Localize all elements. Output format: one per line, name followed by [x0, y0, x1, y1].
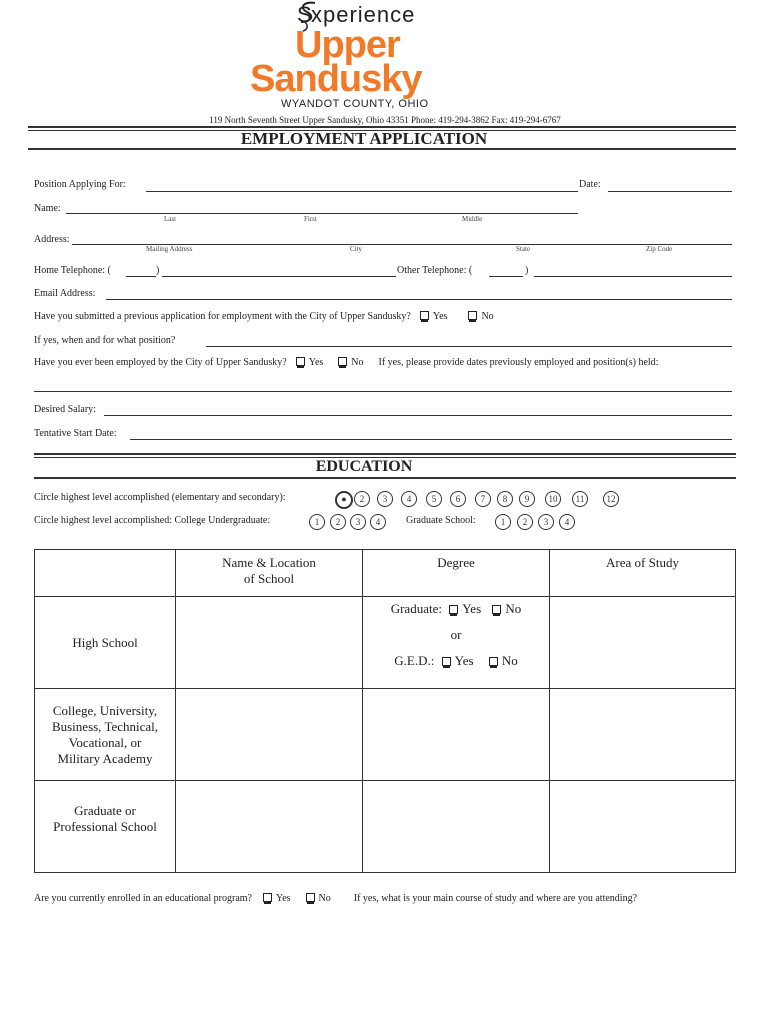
prev-app-no-checkbox[interactable] — [468, 311, 477, 320]
education-rule-bottom — [34, 477, 736, 479]
if-yes-when-label: If yes, when and for what position? — [34, 335, 176, 346]
table-row-college — [35, 689, 736, 781]
secondary-level-3[interactable]: 3 — [377, 491, 393, 507]
graduate-level-4[interactable]: 4 — [559, 514, 575, 530]
college-level-label: Circle highest level accomplished: College Undergraduate: — [34, 515, 271, 526]
logo-upper: Upper — [295, 24, 400, 66]
grad-area-cell[interactable] — [550, 781, 736, 873]
enrolled-yes-label: Yes — [275, 893, 291, 904]
college-degree-cell[interactable] — [363, 689, 550, 781]
secondary-level-12[interactable]: 12 — [603, 491, 619, 507]
prev-app-no-label: No — [481, 311, 494, 322]
hs-ged-label: G.E.D.: — [394, 653, 435, 668]
logo-county: WYANDOT COUNTY, OHIO — [281, 98, 429, 110]
grad-label-line2: Professional School — [53, 819, 157, 834]
page-title: EMPLOYMENT APPLICATION — [240, 129, 488, 148]
hs-graduate-row — [363, 601, 549, 617]
logo-sandusky: Sandusky — [250, 58, 422, 100]
header-empty-cell — [35, 550, 176, 597]
email-field[interactable] — [106, 299, 732, 300]
header-degree-label: Degree — [437, 555, 475, 570]
secondary-level-2[interactable]: 2 — [354, 491, 370, 507]
hs-degree-cell — [363, 597, 550, 689]
logo-experience-s: S — [297, 2, 312, 27]
home-phone-close: ) — [156, 265, 160, 276]
salary-label: Desired Salary: — [34, 404, 96, 415]
hs-graduate-no-checkbox[interactable] — [492, 605, 501, 614]
secondary-level-6[interactable]: 6 — [450, 491, 466, 507]
header-name-location — [176, 550, 363, 597]
header-area-label: Area of Study — [606, 555, 679, 570]
enrolled-followup: If yes, what is your main course of study and where are you attending? — [353, 893, 638, 904]
hs-ged-yes-checkbox[interactable] — [442, 657, 451, 666]
secondary-level-5[interactable]: 5 — [426, 491, 442, 507]
prev-app-question: Have you submitted a previous application for employment with the City of Upper Sandusky? — [34, 311, 411, 322]
zip-caption: Zip Code — [646, 245, 673, 253]
row-label-high-school — [35, 597, 176, 689]
employed-no-checkbox[interactable] — [338, 357, 347, 366]
title-rule-bottom — [28, 148, 736, 150]
email-label: Email Address: — [34, 288, 96, 299]
first-caption: First — [304, 215, 317, 223]
start-date-label: Tentative Start Date: — [34, 428, 117, 439]
education-table — [34, 549, 736, 873]
hs-name-cell[interactable] — [176, 597, 363, 689]
college-label-line4: Military Academy — [57, 750, 153, 766]
name-field[interactable] — [66, 213, 578, 214]
secondary-level-1[interactable]: ● — [335, 491, 353, 509]
graduate-level-1[interactable]: 1 — [495, 514, 511, 530]
row-label-college — [35, 689, 176, 781]
home-phone-area[interactable] — [126, 276, 156, 277]
employed-no-label: No — [351, 357, 364, 368]
enrolled-no-label: No — [318, 893, 331, 904]
high-school-label: High School — [72, 634, 138, 650]
hs-area-cell[interactable] — [550, 597, 736, 689]
other-phone-close: ) — [525, 265, 529, 276]
employed-yes-label: Yes — [308, 357, 324, 368]
header-name-line1: Name & Location — [222, 555, 316, 570]
hs-graduate-no-label: No — [505, 601, 522, 616]
enrolled-question: Are you currently enrolled in an educational program? — [34, 893, 252, 904]
college-area-cell[interactable] — [550, 689, 736, 781]
enrolled-yes-checkbox[interactable] — [263, 893, 272, 902]
grad-degree-cell[interactable] — [363, 781, 550, 873]
employed-dates-field[interactable] — [34, 391, 732, 392]
graduate-level-3[interactable]: 3 — [538, 514, 554, 530]
home-phone-field[interactable] — [162, 276, 396, 277]
position-field[interactable] — [146, 191, 578, 192]
hs-ged-no-label: No — [501, 653, 518, 668]
hs-or: or — [450, 627, 462, 642]
state-caption: State — [516, 245, 530, 253]
secondary-level-4[interactable]: 4 — [401, 491, 417, 507]
college-level-3[interactable]: 3 — [350, 514, 366, 530]
city-caption: City — [350, 245, 363, 253]
mailing-caption: Mailing Address — [146, 245, 193, 253]
enrolled-no-checkbox[interactable] — [306, 893, 315, 902]
employed-yes-checkbox[interactable] — [296, 357, 305, 366]
college-label-line3: Vocational, or — [68, 734, 142, 750]
prev-app-yes-checkbox[interactable] — [420, 311, 429, 320]
secondary-level-7[interactable]: 7 — [475, 491, 491, 507]
hs-graduate-yes-checkbox[interactable] — [449, 605, 458, 614]
if-yes-when-field[interactable] — [206, 346, 732, 347]
address-line: 119 North Seventh Street Upper Sandusky, Ohio 43351 Phone: 419-294-3862 Fax: 419-294-6767 — [209, 115, 561, 125]
start-date-field[interactable] — [130, 439, 732, 440]
home-phone-label: Home Telephone: ( — [34, 265, 111, 276]
college-level-2[interactable]: 2 — [330, 514, 346, 530]
table-row-high-school — [35, 597, 736, 689]
address-label: Address: — [34, 234, 70, 245]
hs-graduate-label: Graduate: — [390, 601, 442, 616]
hs-ged-row — [363, 653, 549, 669]
logo — [245, 0, 485, 110]
middle-caption: Middle — [462, 215, 483, 223]
employed-followup: If yes, please provide dates previously employed and position(s) held: — [378, 357, 659, 368]
last-caption: Last — [164, 215, 177, 223]
college-name-cell[interactable] — [176, 689, 363, 781]
college-label-line1: College, University, — [52, 702, 158, 718]
hs-ged-no-checkbox[interactable] — [489, 657, 498, 666]
secondary-level-label: Circle highest level accomplished (elementary and secondary): — [34, 492, 286, 503]
prev-app-yes-label: Yes — [432, 311, 448, 322]
header-name-line2: of School — [243, 571, 295, 586]
other-phone-area[interactable] — [489, 276, 523, 277]
date-field[interactable] — [608, 191, 732, 192]
employed-question: Have you ever been employed by the City of Upper Sandusky? — [34, 357, 287, 368]
graduate-level-2[interactable]: 2 — [517, 514, 533, 530]
salary-field[interactable] — [104, 415, 732, 416]
header-area-of-study — [550, 550, 736, 597]
hs-ged-yes-label: Yes — [454, 653, 474, 668]
date-label: Date: — [579, 179, 601, 190]
grad-label-line1: Graduate or — [74, 803, 136, 818]
education-heading: EDUCATION — [315, 458, 413, 475]
position-label: Position Applying For: — [34, 179, 126, 190]
table-row-graduate — [35, 781, 736, 873]
row-label-graduate — [35, 781, 176, 873]
enrolled-row — [34, 893, 637, 904]
college-level-1[interactable]: 1 — [309, 514, 325, 530]
other-phone-label: Other Telephone: ( — [397, 265, 473, 276]
other-phone-field[interactable] — [534, 276, 732, 277]
secondary-level-10[interactable]: 10 — [545, 491, 561, 507]
employed-row — [34, 357, 658, 368]
graduate-level-label: Graduate School: — [406, 515, 476, 526]
prev-app-row — [34, 311, 494, 322]
secondary-level-8[interactable]: 8 — [497, 491, 513, 507]
table-header-row — [35, 550, 736, 597]
name-label: Name: — [34, 203, 61, 214]
secondary-level-9[interactable]: 9 — [519, 491, 535, 507]
secondary-level-11[interactable]: 11 — [572, 491, 588, 507]
hs-graduate-yes-label: Yes — [462, 601, 482, 616]
college-label-line2: Business, Technical, — [51, 718, 159, 734]
logo-experience: xperience — [311, 2, 416, 27]
grad-name-cell[interactable] — [176, 781, 363, 873]
header-degree — [363, 550, 550, 597]
college-level-4[interactable]: 4 — [370, 514, 386, 530]
